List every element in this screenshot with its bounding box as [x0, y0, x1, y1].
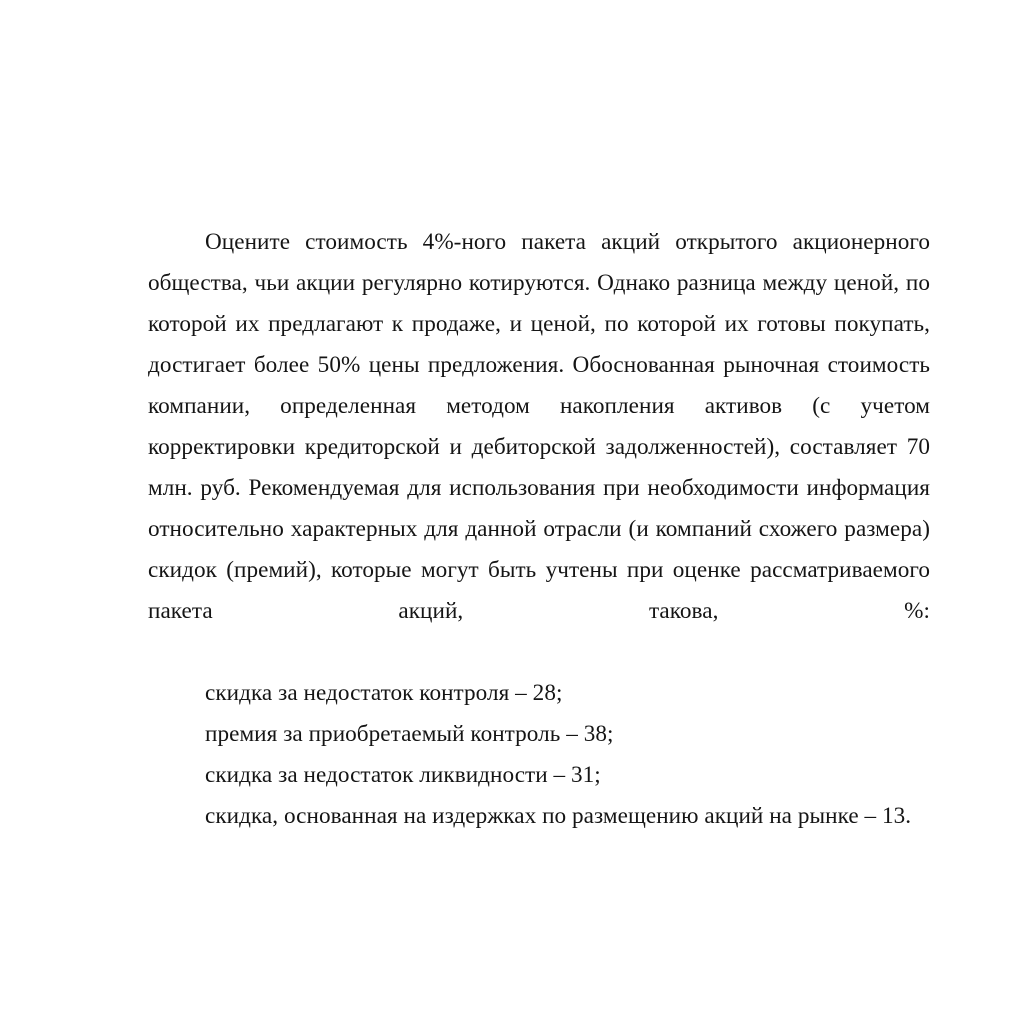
task-paragraph: Оцените стоимость 4%-ного пакета акций открытого акционерного общества, чьи акции регулярно котируются. Однако разница между ценой, по которой их предлагают к продаже, и ценой, по которой их готовы покупать, достигает более 50% цены предложения. Обоснованная рыночная стоимость компании, определенная методом накопления активов (с учетом корректировки кредиторской и дебиторской задолженностей), составляет 70 млн. руб. Рекомендуемая для использования при необходимости информация относительно характерных для данной отрасли (и компаний схожего размера) скидок (премий), которые могут быть учтены при оценке рассматриваемого пакета акций, такова, %:: [148, 229, 930, 624]
list-item: скидка, основанная на издержках по размещению акций на рынке – 13.: [205, 803, 912, 829]
list-item: скидка за недостаток контроля – 28;: [205, 680, 563, 706]
discount-premium-list: [148, 673, 930, 837]
document-text-block: [148, 222, 930, 837]
list-item: скидка за недостаток ликвидности – 31;: [205, 762, 601, 788]
list-item: премия за приобретаемый контроль – 38;: [205, 721, 614, 747]
